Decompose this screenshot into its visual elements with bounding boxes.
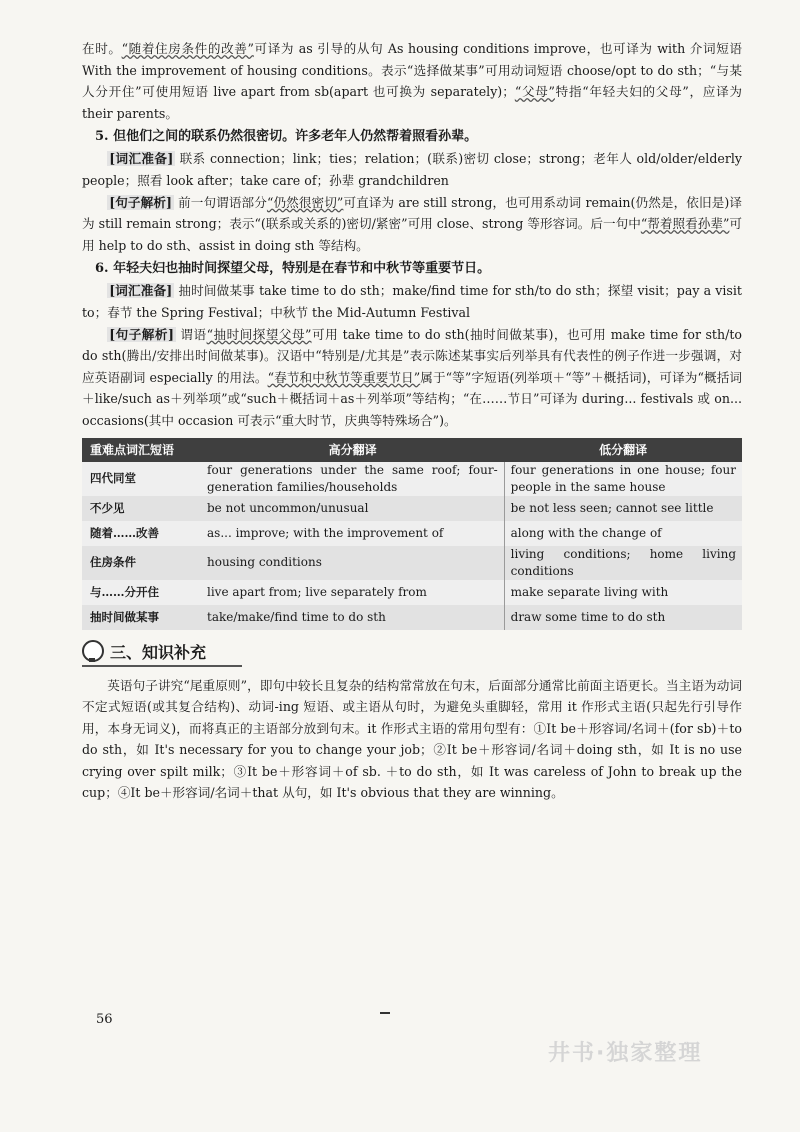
phrase-cell: 不少见 [82, 496, 201, 521]
high-score-cell: four generations under the same roof; four-generation families/households [201, 462, 504, 496]
text-run: 可用 help to do sth、assist in doing sth 等结构。 [82, 216, 743, 253]
underlined-phrase: “帮着照看孙辈” [640, 216, 730, 232]
table-row [82, 546, 742, 580]
sentence-analysis-tag: [句子解析] [109, 326, 174, 342]
vocab-prep-5 [82, 148, 742, 191]
high-score-cell: take/make/find time to do sth [201, 605, 504, 630]
text-run: 特指“年轻夫妇的父母”，应译为 their parents。 [82, 84, 742, 121]
vocab-prep-tag: [词汇准备] [109, 283, 173, 299]
vocab-prep-6 [82, 280, 742, 323]
phrase-cell: 四代同堂 [82, 462, 201, 496]
text-run: 可用 take time to do sth(抽时间做某事)，也可用 make time for sth/to do sth(腾出/安排出时间做某事)。汉语中“特别是/尤其是”表示陈述某事实后列举具有代表性的例子作进一步强调，对应英语副词 especially 的用法。 [82, 326, 742, 385]
underlined-phrase: “仍然很密切” [266, 194, 344, 210]
sentence-6-heading: 6. 年轻夫妇也抽时间探望父母，特别是在春节和中秋节等重要节日。 [95, 261, 491, 277]
low-score-cell: draw some time to do sth [504, 605, 742, 630]
text-run: 抽时间做某事 take time to do sth；make/find time for sth/to do sth；探望 visit；pay a visit to；春节 the Spring Festival；中秋节 the Mid-Autumn Festival [82, 283, 742, 320]
underlined-phrase: “春节和中秋节等重要节日” [267, 369, 421, 385]
column-header-phrase: 重难点词汇短语 [82, 438, 201, 462]
underlined-phrase: “父母” [514, 84, 555, 100]
knowledge-paragraph: 英语句子讲究“尾重原则”，即句中较长且复杂的结构常常放在句末，后面部分通常比前面主语更长。当主语为动词不定式短语(或其复合结构)、动词-ing 短语、或主语从句时，为避免头重脚轻，常用 it 作形式主语(只起先行引导作用，本身无词义)，而将真正的主语部分放到句末。it 作形式主语的常用句型有：①It be＋形容词/名词＋(for sb)＋to do sth，如 It's necessary for you to change your job；②It be＋形容词/名词＋doing sth，如 It is no use crying over spilt milk；③It be＋形容词＋of sb. ＋to do sth，如 It was careless of John to break up the cup；④It be＋形容词/名词＋that 从句，如 It's obvious that they are winning。 [82, 677, 742, 801]
footer-watermark: 井书·独家整理 [548, 1041, 703, 1066]
text-run: 前一句谓语部分 [173, 194, 267, 210]
section-header-knowledge [82, 640, 242, 667]
phrase-cell: 随着……改善 [82, 521, 201, 546]
sentence-5-heading: 5. 但他们之间的联系仍然很密切。许多老年人仍然帮着照看孙辈。 [95, 129, 478, 145]
page-content [82, 38, 742, 804]
table-row [82, 462, 742, 496]
footer-divider [380, 1012, 390, 1014]
paragraph-housing [82, 38, 742, 124]
section-title: 三、知识补充 [110, 642, 207, 662]
table-row [82, 496, 742, 521]
vocab-prep-tag: [词汇准备] [109, 151, 174, 167]
high-score-cell: live apart from; live separately from [201, 580, 504, 605]
underlined-phrase: “抽时间探望父母” [206, 326, 312, 342]
table-row [82, 521, 742, 546]
low-score-cell: be not less seen; cannot see little [504, 496, 742, 521]
table-row [82, 605, 742, 630]
text-run: 在时。 [82, 41, 122, 56]
sentence-analysis-tag: [句子解析] [109, 194, 172, 210]
low-score-cell: four generations in one house; four people in the same house [504, 462, 742, 496]
table-header-row [82, 438, 742, 462]
text-run: 谓语 [175, 326, 207, 342]
text-run: 可直译为 are still strong，也可用系动词 remain(仍然是，依旧是)译为 still remain strong；表示“(联系或关系的)密切/紧密”可用 close、strong 等形容词。后一句中 [82, 194, 742, 232]
high-score-cell: as... improve; with the improvement of [201, 521, 504, 546]
text-run: 可译为 as 引导的从句 As housing conditions improve，也可译为 with 介词短语 With the improvement of housing conditions。表示“选择做某事”可用动词短语 choose/opt to do sth；“与某人分开住”可使用短语 live apart from sb(apart 也可换为 separately)； [82, 41, 742, 100]
page-number: 56 [96, 1012, 113, 1027]
high-score-cell: be not uncommon/unusual [201, 496, 504, 521]
text-run: 联系 connection；link；ties；relation；(联系)密切 close；strong；老年人 old/older/elderly people；照看 look after；take care of；孙辈 grandchildren [82, 151, 742, 188]
lightbulb-icon [82, 640, 104, 662]
sentence-analysis-6 [82, 324, 742, 432]
low-score-cell: along with the change of [504, 521, 742, 546]
underlined-phrase: “随着住房条件的改善” [121, 41, 254, 56]
table-row [82, 580, 742, 605]
low-score-cell: make separate living with [504, 580, 742, 605]
translation-comparison-table [82, 438, 742, 630]
sentence-analysis-5 [82, 192, 742, 257]
phrase-cell: 住房条件 [82, 546, 201, 580]
text-run: 属于“等”字短语(列举项＋“等”＋概括词)，可译为“概括词＋like/such as＋列举项”或“such＋概括词＋as＋列举项”等结构；“在……节日”可译为 during... festivals 或 on... occasions(其中 occasion 可表示“重大时节，庆典等特殊场合”)。 [82, 369, 742, 428]
phrase-cell: 抽时间做某事 [82, 605, 201, 630]
column-header-high-score: 高分翻译 [201, 438, 504, 462]
high-score-cell: housing conditions [201, 546, 504, 580]
column-header-low-score: 低分翻译 [504, 438, 742, 462]
low-score-cell: living conditions; home living conditions [504, 546, 742, 580]
phrase-cell: 与……分开住 [82, 580, 201, 605]
